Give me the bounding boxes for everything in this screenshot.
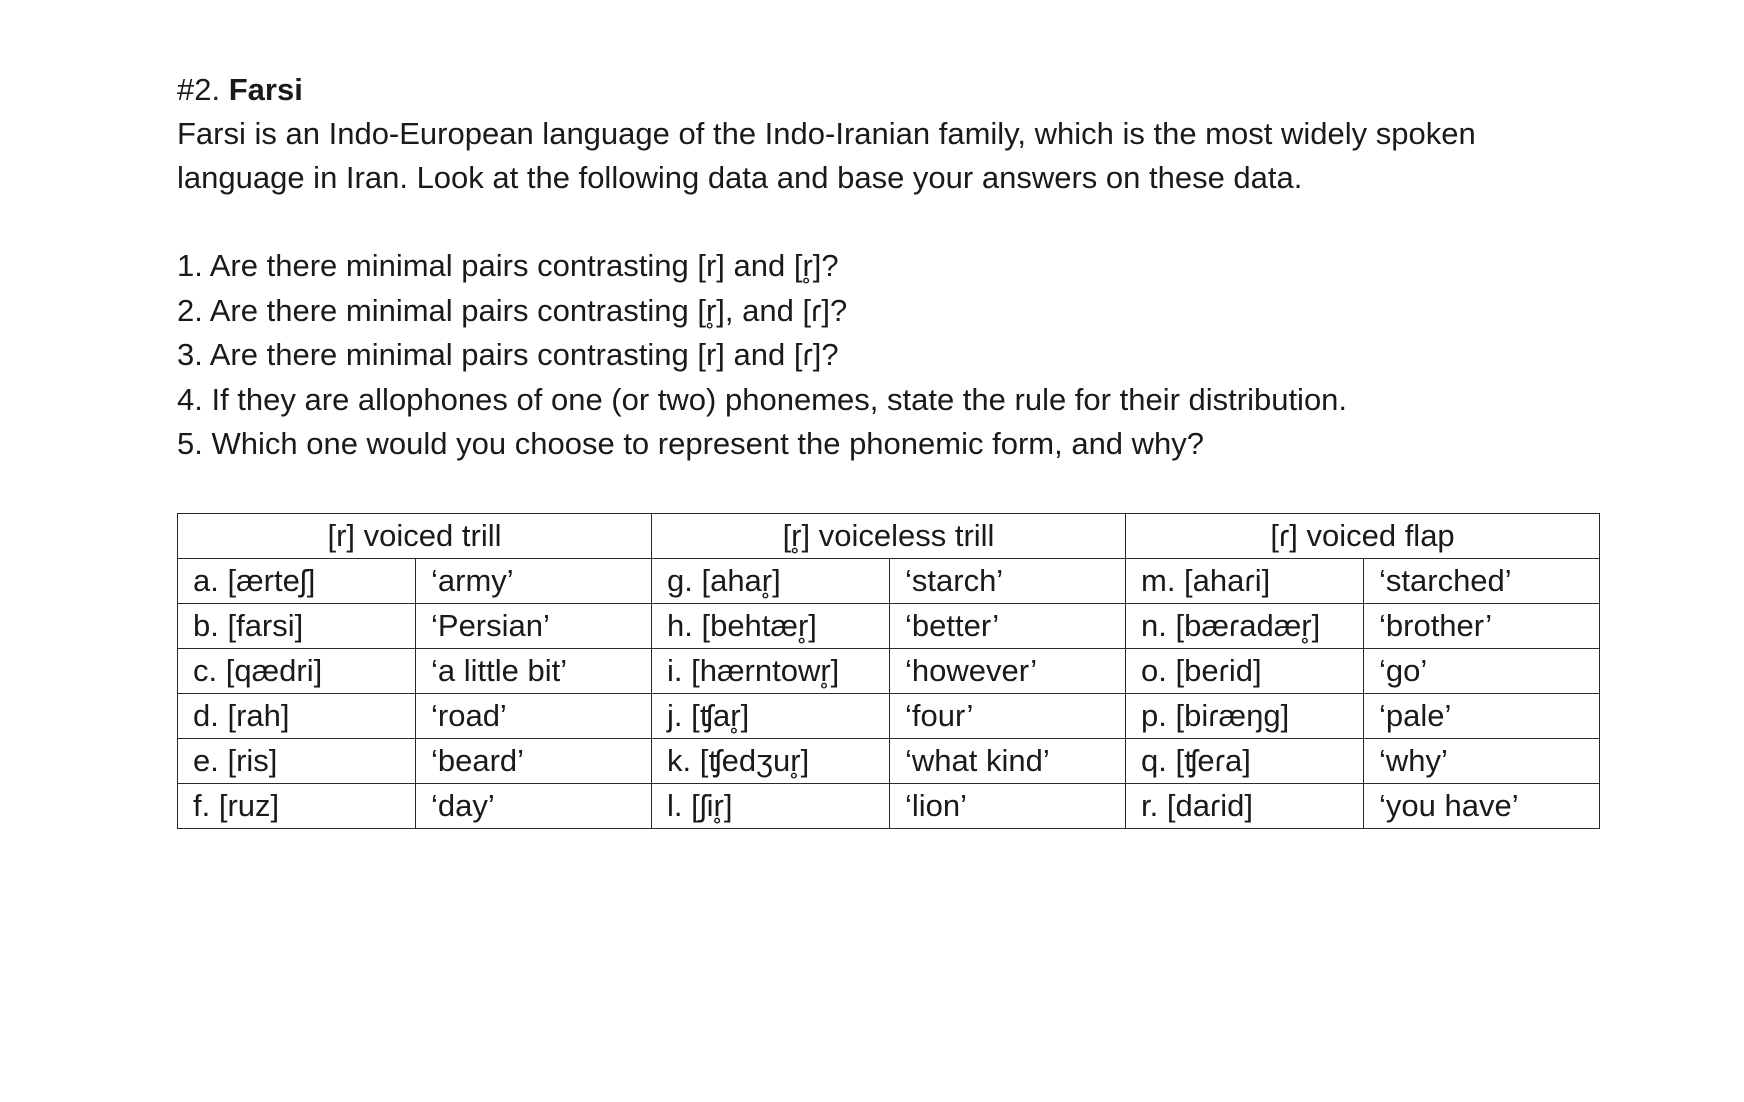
example-cell: e. [ris] <box>178 739 416 784</box>
gloss-cell: ‘starched’ <box>1364 559 1600 604</box>
table-row <box>178 739 1600 784</box>
problem-number: #2. <box>177 72 221 107</box>
question-item: 1. Are there minimal pairs contrasting [r] and [r̥]? <box>177 248 839 283</box>
problem-heading <box>177 68 1617 112</box>
example-cell: k. [ʧedʒur̥] <box>652 739 890 784</box>
example-cell: g. [ahar̥] <box>652 559 890 604</box>
example-cell: a. [ærteʃ] <box>178 559 416 604</box>
header-voiced-trill: [r] voiced trill <box>178 514 652 559</box>
gloss-cell: ‘better’ <box>890 604 1126 649</box>
gloss-cell: ‘a little bit’ <box>416 649 652 694</box>
document <box>177 68 1617 467</box>
example-cell: l. [ʃir̥] <box>652 784 890 829</box>
table-row <box>178 604 1600 649</box>
example-cell: r. [daɾid] <box>1126 784 1364 829</box>
example-cell: b. [farsi] <box>178 604 416 649</box>
example-cell: f. [ruz] <box>178 784 416 829</box>
data-table <box>177 513 1600 829</box>
example-cell: q. [ʧeɾa] <box>1126 739 1364 784</box>
gloss-cell: ‘however’ <box>890 649 1126 694</box>
example-cell: d. [rah] <box>178 694 416 739</box>
gloss-cell: ‘brother’ <box>1364 604 1600 649</box>
gloss-cell: ‘why’ <box>1364 739 1600 784</box>
gloss-cell: ‘go’ <box>1364 649 1600 694</box>
example-cell: i. [hærntowr̥] <box>652 649 890 694</box>
table-row <box>178 559 1600 604</box>
table-row <box>178 694 1600 739</box>
gloss-cell: ‘day’ <box>416 784 652 829</box>
example-cell: p. [biɾæŋg] <box>1126 694 1364 739</box>
question-list <box>177 244 1617 467</box>
question-item: 3. Are there minimal pairs contrasting [r] and [ɾ]? <box>177 337 839 372</box>
intro-paragraph: Farsi is an Indo-European language of the Indo-Iranian family, which is the most widely spoken language in Iran. Look at the following data and base your answers on these data. <box>177 116 1476 195</box>
gloss-cell: ‘lion’ <box>890 784 1126 829</box>
example-cell: o. [beɾid] <box>1126 649 1364 694</box>
table-row <box>178 784 1600 829</box>
header-voiced-flap: [ɾ] voiced flap <box>1126 514 1600 559</box>
header-voiceless-trill: [r̥] voiceless trill <box>652 514 1126 559</box>
example-cell: m. [ahaɾi] <box>1126 559 1364 604</box>
table-header-row <box>178 514 1600 559</box>
gloss-cell: ‘you have’ <box>1364 784 1600 829</box>
example-cell: n. [bæɾadær̥] <box>1126 604 1364 649</box>
example-cell: h. [behtær̥] <box>652 604 890 649</box>
example-cell: c. [qædri] <box>178 649 416 694</box>
example-cell: j. [ʧar̥] <box>652 694 890 739</box>
table-row <box>178 649 1600 694</box>
gloss-cell: ‘road’ <box>416 694 652 739</box>
gloss-cell: ‘pale’ <box>1364 694 1600 739</box>
question-item: 4. If they are allophones of one (or two) phonemes, state the rule for their distribution. <box>177 381 1348 417</box>
gloss-cell: ‘starch’ <box>890 559 1126 604</box>
gloss-cell: ‘Persian’ <box>416 604 652 649</box>
gloss-cell: ‘what kind’ <box>890 739 1126 784</box>
gloss-cell: ‘four’ <box>890 694 1126 739</box>
question-item: 5. Which one would you choose to represent the phonemic form, and why? <box>177 426 1205 461</box>
gloss-cell: ‘army’ <box>416 559 652 604</box>
gloss-cell: ‘beard’ <box>416 739 652 784</box>
problem-title: Farsi <box>228 72 303 107</box>
question-item: 2. Are there minimal pairs contrasting [r̥], and [ɾ]? <box>177 292 848 328</box>
